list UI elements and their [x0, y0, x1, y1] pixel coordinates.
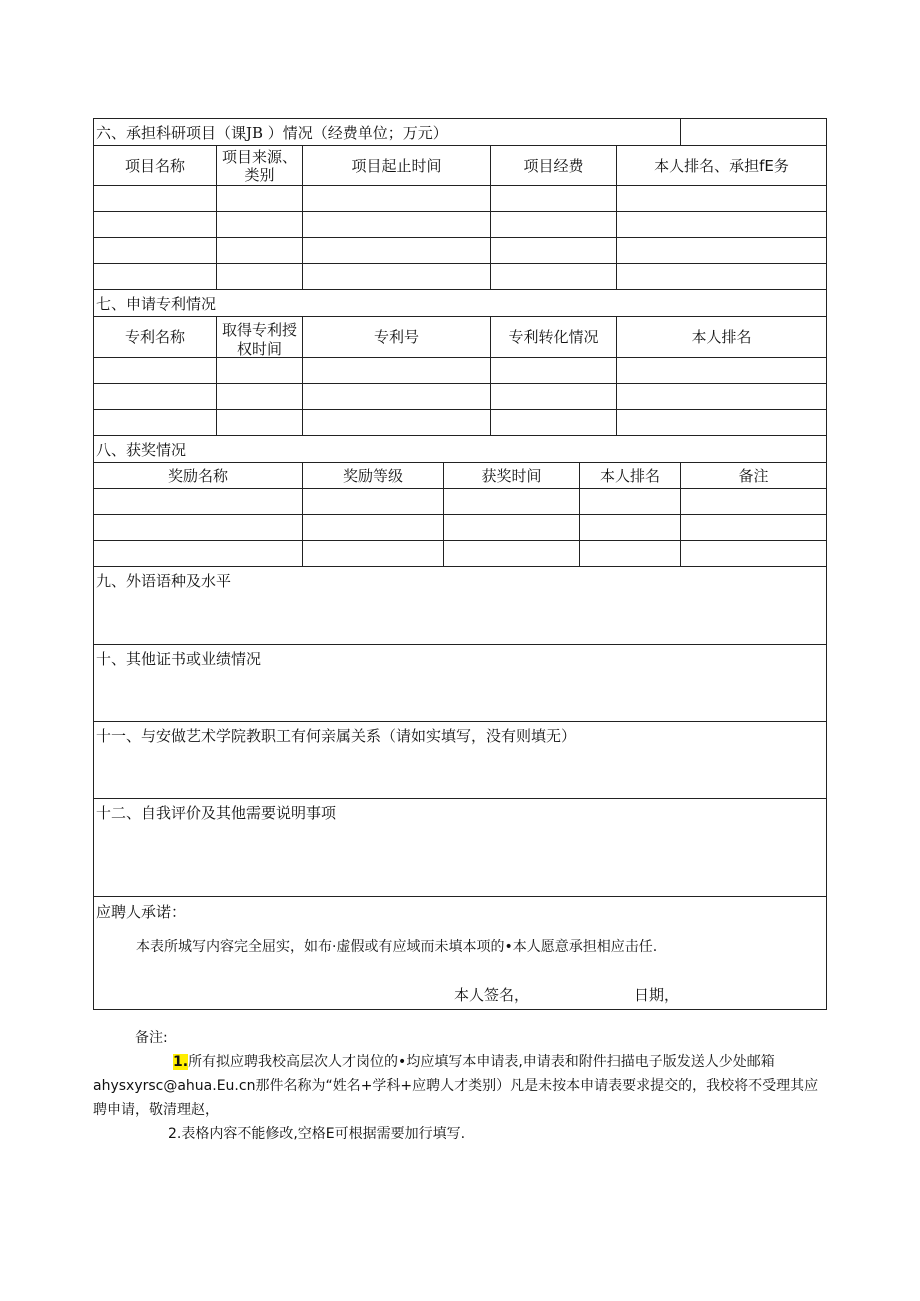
- notes-title: 备注:: [135, 1030, 168, 1046]
- header-project-name: 项目名称: [94, 146, 217, 186]
- note-1: [93, 1050, 828, 1122]
- input-cell[interactable]: [491, 384, 617, 410]
- note-1-number: 1.: [173, 1054, 189, 1070]
- header-award-name: 奖励名称: [94, 463, 303, 489]
- input-cell[interactable]: [217, 410, 303, 436]
- header-award-remark: 备注: [681, 463, 827, 489]
- input-cell[interactable]: [303, 384, 491, 410]
- input-cell[interactable]: [491, 410, 617, 436]
- table-row: [94, 212, 827, 238]
- input-cell[interactable]: [94, 384, 217, 410]
- header-patent-grant-time-text: 取得专利授权时间: [221, 321, 297, 357]
- input-cell[interactable]: [94, 238, 217, 264]
- section-self-evaluation[interactable]: [94, 799, 827, 897]
- input-cell[interactable]: [491, 358, 617, 384]
- input-cell[interactable]: [303, 264, 491, 290]
- input-cell[interactable]: [617, 264, 827, 290]
- header-patent-grant-time: [217, 317, 303, 358]
- input-cell[interactable]: [94, 186, 217, 212]
- input-cell[interactable]: [444, 515, 580, 541]
- input-cell[interactable]: [303, 515, 444, 541]
- date-label[interactable]: 日期，: [634, 986, 680, 1004]
- header-patent-name: 专利名称: [94, 317, 217, 358]
- table-row: [94, 515, 827, 541]
- form-table: [93, 118, 827, 1010]
- input-cell[interactable]: [303, 541, 444, 567]
- header-project-source: 项目来源、类别: [217, 146, 303, 186]
- section-pledge: [94, 897, 827, 1010]
- input-cell[interactable]: [580, 489, 681, 515]
- table-row: [94, 410, 827, 436]
- input-cell[interactable]: [217, 238, 303, 264]
- signature-label[interactable]: 本人签名，: [454, 986, 530, 1004]
- input-cell[interactable]: [303, 186, 491, 212]
- section-title-projects: 六、承担科研项目（课JB ）情况（经费单位；万元）: [94, 119, 681, 146]
- table-row: [94, 186, 827, 212]
- input-cell[interactable]: [94, 489, 303, 515]
- input-cell[interactable]: [217, 384, 303, 410]
- header-project-funding: 项目经费: [491, 146, 617, 186]
- input-cell[interactable]: [491, 238, 617, 264]
- input-cell[interactable]: [94, 264, 217, 290]
- table-row: [94, 489, 827, 515]
- input-cell[interactable]: [580, 541, 681, 567]
- section-title-relatives: 十一、与安做艺术学院教职工有何亲属关系（请如实填写，没有则填无）: [96, 727, 577, 745]
- input-cell[interactable]: [303, 410, 491, 436]
- input-cell[interactable]: [94, 358, 217, 384]
- pledge-statement: 本表所城写内容完全屈实，如布·虚假或有应域而未填本项的•本人愿意承担相应击任.: [136, 939, 658, 955]
- input-cell[interactable]: [617, 186, 827, 212]
- input-cell[interactable]: [491, 212, 617, 238]
- input-cell[interactable]: [303, 238, 491, 264]
- input-cell[interactable]: [491, 264, 617, 290]
- signature-row: [96, 984, 824, 1005]
- notes-section: [93, 1026, 828, 1146]
- section-relatives[interactable]: [94, 722, 827, 799]
- input-cell[interactable]: [94, 410, 217, 436]
- input-cell[interactable]: [94, 212, 217, 238]
- section-foreign-language[interactable]: [94, 567, 827, 645]
- section-title-patents: 七、申请专利情况: [94, 290, 827, 317]
- input-cell[interactable]: [617, 212, 827, 238]
- section-title-certificates: 十、其他证书或业绩情况: [96, 650, 262, 668]
- input-cell[interactable]: [681, 541, 827, 567]
- section-title-foreign-language: 九、外语语种及水平: [96, 572, 232, 590]
- input-cell[interactable]: [580, 515, 681, 541]
- section-title-self-evaluation: 十二、自我评价及其他需要说明事项: [96, 804, 337, 822]
- input-cell[interactable]: [444, 489, 580, 515]
- table-row: [94, 238, 827, 264]
- header-award-time: 获奖时间: [444, 463, 580, 489]
- table-row: [94, 384, 827, 410]
- input-cell[interactable]: [303, 212, 491, 238]
- input-cell[interactable]: [491, 186, 617, 212]
- note-2: 2.表格内容不能修改,空格E可根据需要加行填写.: [168, 1126, 466, 1142]
- input-cell[interactable]: [217, 358, 303, 384]
- application-form: [93, 118, 826, 1010]
- input-cell[interactable]: [681, 489, 827, 515]
- input-cell[interactable]: [94, 515, 303, 541]
- input-cell[interactable]: [217, 264, 303, 290]
- note-1-text: 所有拟应聘我校高层次人才岗位的•均应填写本申请表,申请表和附件扫描电子版发送人少处邮箱ahysxyrsc@ahua.Eu.cn那件名称为“姓名+学科+应聘人才类别）凡是未按本申请表要求提交的，我校将不受理其应聘申请，敬清理赵，: [93, 1054, 819, 1118]
- header-project-rank: 本人排名、承担fE务: [617, 146, 827, 186]
- input-cell[interactable]: [681, 515, 827, 541]
- table-row: [94, 541, 827, 567]
- input-cell[interactable]: [303, 358, 491, 384]
- input-cell[interactable]: [617, 410, 827, 436]
- input-cell[interactable]: [303, 489, 444, 515]
- header-award-rank: 本人排名: [580, 463, 681, 489]
- header-award-level: 奖励等级: [303, 463, 444, 489]
- input-cell[interactable]: [617, 384, 827, 410]
- header-patent-transfer: 专利转化情况: [491, 317, 617, 358]
- section-title-blank: [681, 119, 827, 146]
- input-cell[interactable]: [94, 541, 303, 567]
- input-cell[interactable]: [444, 541, 580, 567]
- header-project-period: 项目起止时间: [303, 146, 491, 186]
- header-patent-number: 专利号: [303, 317, 491, 358]
- pledge-title: 应聘人承诺：: [96, 903, 187, 921]
- table-row: [94, 358, 827, 384]
- input-cell[interactable]: [217, 186, 303, 212]
- header-patent-rank: 本人排名: [617, 317, 827, 358]
- table-row: [94, 264, 827, 290]
- section-title-awards: 八、获奖情况: [94, 436, 827, 463]
- section-certificates[interactable]: [94, 645, 827, 722]
- input-cell[interactable]: [217, 212, 303, 238]
- input-cell[interactable]: [617, 238, 827, 264]
- input-cell[interactable]: [617, 358, 827, 384]
